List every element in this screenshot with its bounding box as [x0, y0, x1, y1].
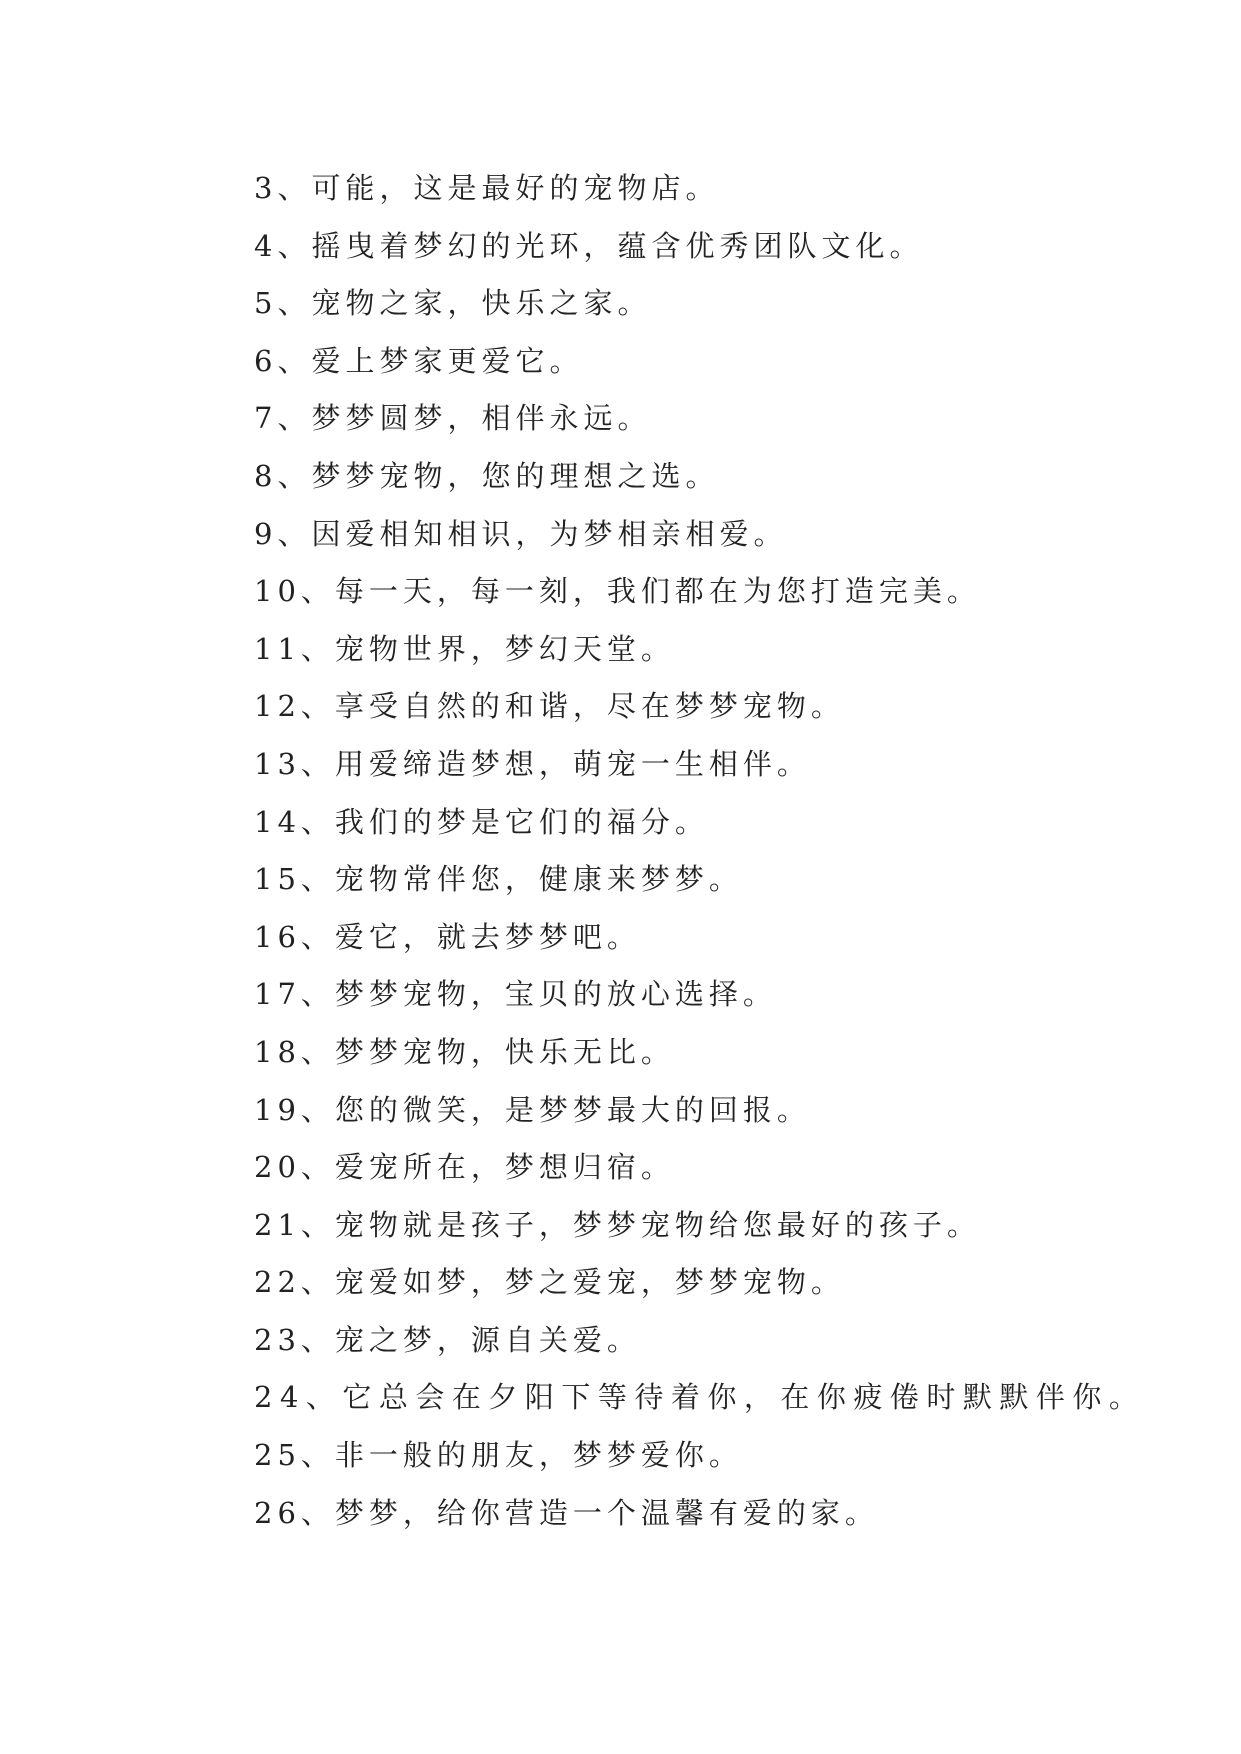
list-item: 19、您的微笑，是梦梦最大的回报。: [254, 1092, 811, 1127]
list-item: 5、宠物之家，快乐之家。: [254, 286, 652, 321]
list-item: 18、梦梦宠物，快乐无比。: [254, 1034, 675, 1069]
list-item: 24、它总会在夕阳下等待着你，在你疲倦时默默伴你。: [254, 1380, 1146, 1415]
list-item: 3、可能，这是最好的宠物店。: [254, 171, 720, 205]
list-item: 25、非一般的朋友，梦梦爱你。: [254, 1438, 743, 1473]
list-item: 10、每一天，每一刻，我们都在为您打造完美。: [254, 574, 981, 609]
list-item: 16、爱它，就去梦梦吧。: [254, 919, 641, 954]
list-item: 4、摇曳着梦幻的光环，蕴含优秀团队文化。: [254, 228, 924, 263]
list-item: 26、梦梦，给你营造一个温馨有爱的家。: [254, 1495, 879, 1530]
list-item: 22、宠爱如梦，梦之爱宠，梦梦宠物。: [254, 1265, 845, 1300]
list-item: 17、梦梦宠物，宝贝的放心选择。: [254, 977, 777, 1012]
list-item: 15、宠物常伴您，健康来梦梦。: [254, 862, 743, 897]
list-item: 20、爱宠所在，梦想归宿。: [254, 1150, 675, 1185]
list-item: 8、梦梦宠物，您的理想之选。: [254, 458, 720, 493]
list-item: 7、梦梦圆梦，相伴永远。: [254, 401, 652, 436]
list-item: 9、因爱相知相识，为梦相亲相爱。: [254, 516, 788, 551]
list-item: 14、我们的梦是它们的福分。: [254, 804, 709, 839]
list-item: 21、宠物就是孩子，梦梦宠物给您最好的孩子。: [254, 1207, 981, 1242]
slogan-list: [254, 160, 1214, 1542]
list-item: 11、宠物世界，梦幻天堂。: [254, 631, 675, 666]
list-item: 13、用爱缔造梦想，萌宠一生相伴。: [254, 746, 811, 781]
list-item: 12、享受自然的和谐，尽在梦梦宠物。: [254, 689, 845, 724]
list-item: 6、爱上梦家更爱它。: [254, 343, 584, 378]
list-item: 23、宠之梦，源自关爱。: [254, 1322, 641, 1357]
